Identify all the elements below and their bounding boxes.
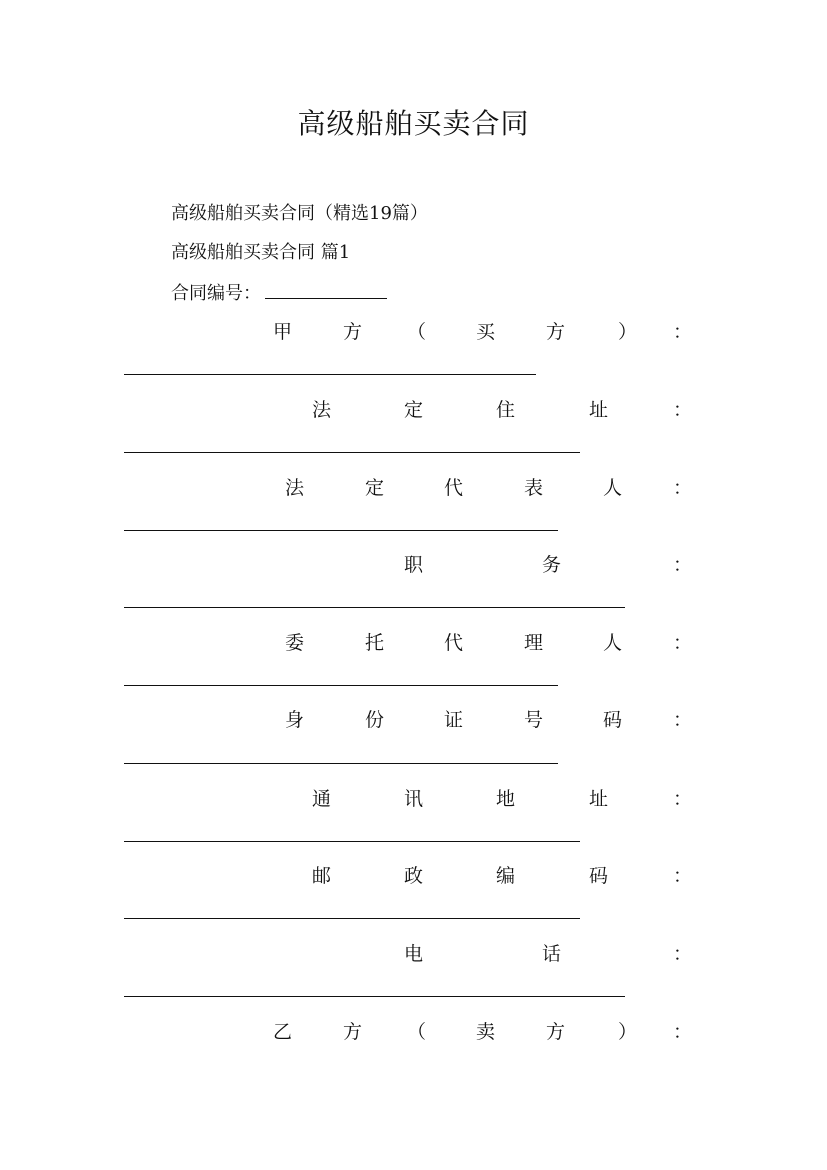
char: 住 [496,399,516,421]
char: 证 [444,709,464,731]
party-a-label [124,317,692,343]
colon: ： [672,1021,692,1043]
agent-label [124,628,692,654]
char: 邮 [312,865,332,887]
id-number-blank[interactable] [124,763,558,764]
char: 电 [404,943,424,965]
colon: ： [672,709,692,731]
position-blank[interactable] [124,607,625,608]
char: 方 [546,321,566,343]
char: 委 [285,632,305,654]
char: 托 [365,632,385,654]
colon: ： [672,399,692,421]
char: 身 [285,709,305,731]
char: 政 [404,865,424,887]
colon: ： [672,788,692,810]
char: 定 [365,477,385,499]
mailing-address-label [124,784,692,810]
colon: ： [672,321,692,343]
char: ） [618,1021,638,1043]
contract-number-blank[interactable] [265,282,387,299]
section-heading: 高级船舶买卖合同 篇1 [171,242,351,263]
char: 方 [343,321,363,343]
char: ） [618,321,638,343]
colon: ： [672,943,692,965]
char: （ [407,1021,427,1043]
char: 务 [542,554,562,576]
char: 址 [589,788,609,810]
contract-number-label: 合同编号： [171,283,261,304]
document-subtitle: 高级船舶买卖合同（精选19篇） [171,203,428,224]
id-number-label [124,705,692,731]
char: 址 [589,399,609,421]
char: （ [407,321,427,343]
char: 人 [603,477,623,499]
colon: ： [672,865,692,887]
char: 卖 [476,1021,496,1043]
postcode-blank[interactable] [124,918,580,919]
char: 人 [603,632,623,654]
char: 地 [496,788,516,810]
legal-address-blank[interactable] [124,452,580,453]
char: 代 [444,632,464,654]
char: 编 [496,865,516,887]
char: 理 [524,632,544,654]
colon: ： [672,554,692,576]
legal-representative-blank[interactable] [124,530,558,531]
char: 话 [542,943,562,965]
char: 甲 [273,321,293,343]
mailing-address-blank[interactable] [124,841,580,842]
char: 通 [312,788,332,810]
agent-blank[interactable] [124,685,558,686]
char: 法 [285,477,305,499]
phone-blank[interactable] [124,996,625,997]
char: 码 [589,865,609,887]
char: 定 [404,399,424,421]
colon: ： [672,632,692,654]
postcode-label [124,861,692,887]
char: 方 [343,1021,363,1043]
phone-label [124,939,692,965]
document-title: 高级船舶买卖合同 [297,107,530,140]
char: 号 [524,709,544,731]
position-label [124,550,692,576]
party-a-blank[interactable] [124,374,536,375]
char: 讯 [404,788,424,810]
char: 方 [546,1021,566,1043]
legal-address-label [124,395,692,421]
colon: ： [672,477,692,499]
contract-number-line [171,279,387,305]
char: 份 [365,709,385,731]
char: 买 [476,321,496,343]
char: 乙 [273,1021,293,1043]
char: 职 [404,554,424,576]
char: 代 [444,477,464,499]
party-b-label [124,1017,692,1043]
char: 码 [603,709,623,731]
char: 表 [524,477,544,499]
legal-representative-label [124,473,692,499]
char: 法 [312,399,332,421]
